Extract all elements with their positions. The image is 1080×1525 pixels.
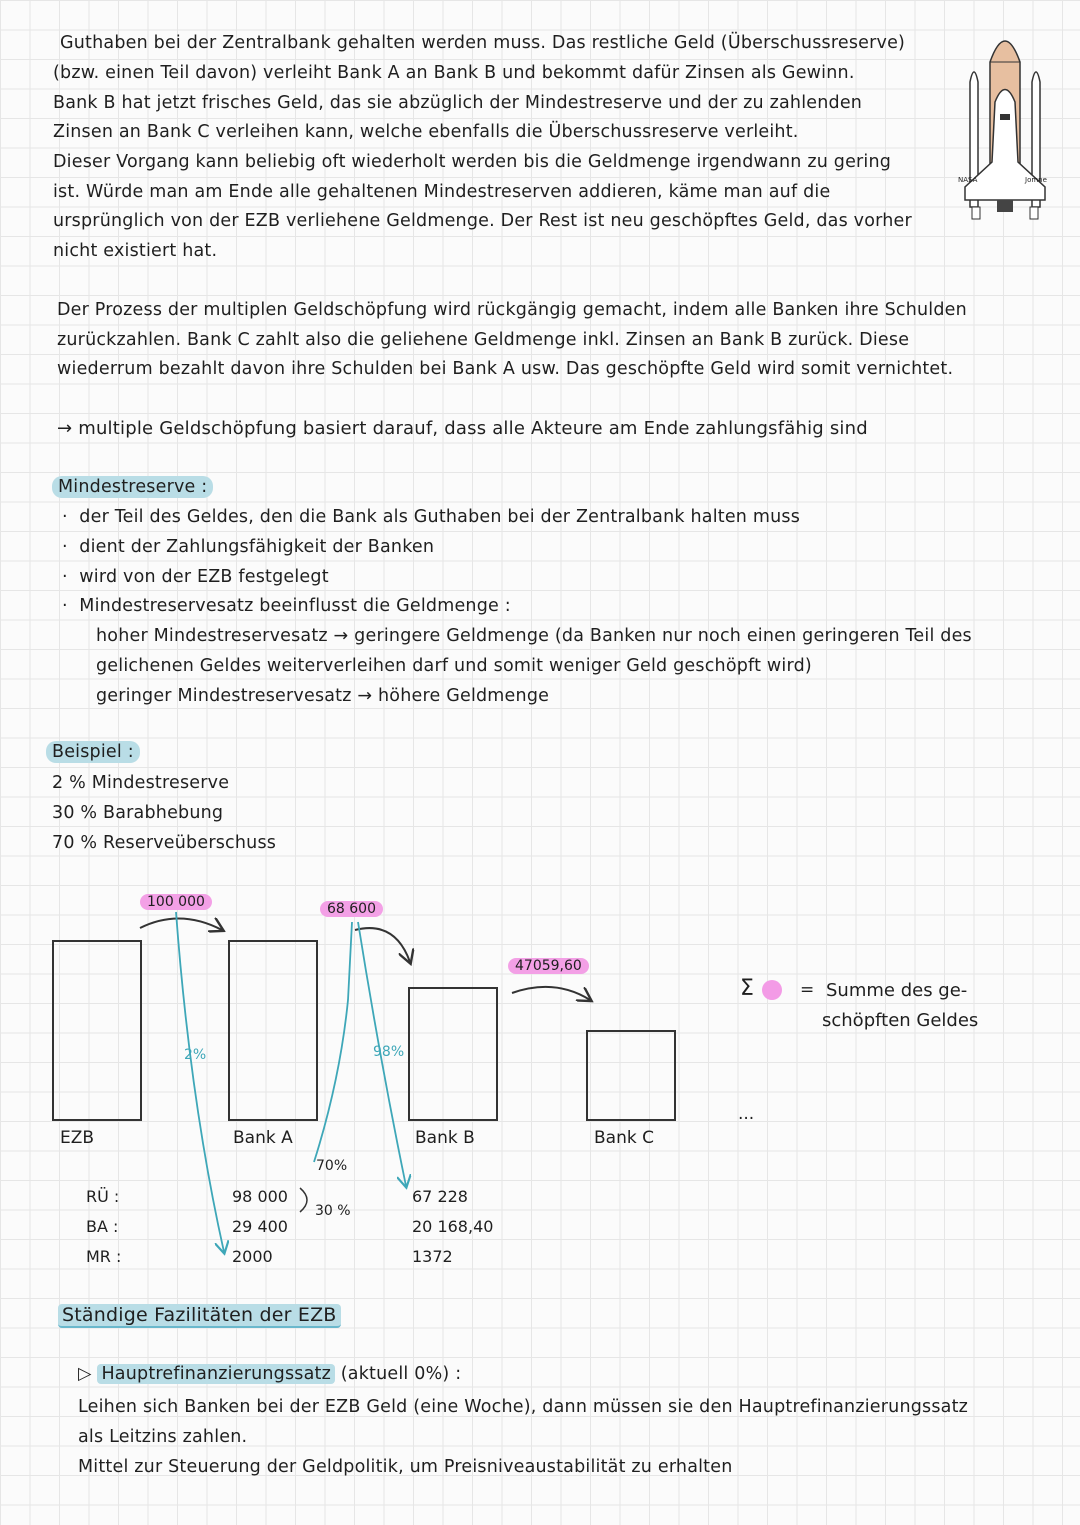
fazilitaeten-item bbox=[78, 1363, 461, 1385]
bank-b-mr: 1372 bbox=[412, 1247, 453, 1266]
badge-68600: 68 600 bbox=[320, 901, 383, 917]
bank-a-ba: 29 400 bbox=[232, 1217, 288, 1236]
para1-line-8: nicht existiert hat. bbox=[53, 241, 218, 261]
pct-70: 70% bbox=[316, 1158, 348, 1174]
pct-98: 98% bbox=[373, 1044, 405, 1060]
mr-bullet-4-text: Mindestreservesatz beeinflusst die Geldmenge : bbox=[79, 596, 511, 616]
mr-bullet-2-text: dient der Zahlungsfähigkeit der Banken bbox=[79, 537, 435, 557]
mr-sub-1: hoher Mindestreservesatz → geringere Geldmenge (da Banken nur noch einen geringeren Teil des bbox=[96, 626, 972, 646]
fazilitaeten-line-3: Mittel zur Steuerung der Geldpolitik, um Preisniveaustabilität zu erhalten bbox=[78, 1457, 733, 1477]
para1-line-7: ursprünglich von der EZB verliehene Geldmenge. Der Rest ist neu geschöpftes Geld, das vorher bbox=[53, 211, 912, 231]
mr-bullet-2: · dient der Zahlungsfähigkeit der Banken bbox=[62, 537, 435, 557]
beispiel-heading: Beispiel : bbox=[46, 741, 140, 763]
bank-a-ru: 98 000 bbox=[232, 1187, 288, 1206]
para2-line-3: wiederrum bezahlt davon ihre Schulden bei Bank A usw. Das geschöpfte Geld wird somit vernichtet. bbox=[57, 359, 954, 379]
badge-100000: 100 000 bbox=[140, 894, 212, 910]
beispiel-line-1: 2 % Mindestreserve bbox=[52, 773, 230, 793]
ellipsis: ... bbox=[738, 1104, 755, 1124]
mr-bullet-1: · der Teil des Geldes, den die Bank als Guthaben bei der Zentralbank halten muss bbox=[62, 507, 801, 527]
mr-bullet-4: · Mindestreservesatz beeinflusst die Geldmenge : bbox=[62, 596, 511, 616]
sigma-symbol: Σ bbox=[740, 976, 754, 1001]
triangle-bullet-icon: ▷ bbox=[78, 1364, 92, 1384]
ezb-label: EZB bbox=[60, 1128, 95, 1148]
para1-line-4: Zinsen an Bank C verleihen kann, welche ebenfalls die Überschussreserve verleiht. bbox=[53, 122, 799, 142]
bank-b-ba: 20 168,40 bbox=[412, 1217, 494, 1236]
pct-30: 30 % bbox=[315, 1203, 351, 1219]
mr-sub-3: geringer Mindestreservesatz → höhere Geldmenge bbox=[96, 686, 550, 706]
bank-a-label: Bank A bbox=[233, 1128, 293, 1148]
bank-a-mr: 2000 bbox=[232, 1247, 273, 1266]
mr-bullet-1-text: der Teil des Geldes, den die Bank als Guthaben bei der Zentralbank halten muss bbox=[79, 507, 801, 527]
fazilitaeten-heading: Ständige Fazilitäten der EZB bbox=[58, 1304, 341, 1328]
mr-bullet-3: · wird von der EZB festgelegt bbox=[62, 567, 329, 587]
para1-line-3: Bank B hat jetzt frisches Geld, das sie abzüglich der Mindestreserve und der zu zahlenden bbox=[53, 93, 863, 113]
bank-b-ru: 67 228 bbox=[412, 1187, 468, 1206]
para1-line-6: ist. Würde man am Ende alle gehaltenen Mindestreserven addieren, käme man auf die bbox=[53, 182, 831, 202]
hauptrefinanzierungssatz-rest: (aktuell 0%) : bbox=[340, 1364, 462, 1384]
row-label-ru: RÜ : bbox=[86, 1187, 120, 1206]
badge-47059: 47059,60 bbox=[508, 958, 589, 974]
fazilitaeten-line-2: als Leitzins zahlen. bbox=[78, 1427, 248, 1447]
fazilitaeten-heading-wrap bbox=[58, 1304, 341, 1326]
beispiel-line-2: 30 % Barabhebung bbox=[52, 803, 224, 823]
pct-2: 2% bbox=[184, 1047, 207, 1063]
mr-sub-2: gelichenen Geldes weiterverleihen darf und somit weniger Geld geschöpft wird) bbox=[96, 656, 812, 676]
sigma-equals: = bbox=[800, 980, 815, 1000]
bank-c-label: Bank C bbox=[594, 1128, 654, 1148]
para2-line-2: zurückzahlen. Bank C zahlt also die geliehene Geldmenge inkl. Zinsen an Bank B zurück. Diese bbox=[57, 330, 910, 350]
para2-line-1: Der Prozess der multiplen Geldschöpfung wird rückgängig gemacht, indem alle Banken ihre Schulden bbox=[57, 300, 967, 320]
row-label-mr: MR : bbox=[86, 1247, 122, 1266]
sigma-pink-dot bbox=[762, 980, 782, 1000]
row-label-ba: BA : bbox=[86, 1217, 119, 1236]
para1-line-1: Guthaben bei der Zentralbank gehalten werden muss. Das restliche Geld (Überschussreserve) bbox=[60, 33, 906, 53]
shuttle-label-left: NASA bbox=[958, 176, 978, 184]
bank-b-label: Bank B bbox=[415, 1128, 475, 1148]
para1-line-5: Dieser Vorgang kann beliebig oft wiederholt werden bis die Geldmenge irgendwann zu gering bbox=[53, 152, 892, 172]
sum-text-2: schöpften Geldes bbox=[822, 1010, 979, 1031]
para1-line-2: (bzw. einen Teil davon) verleiht Bank A an Bank B und bekommt dafür Zinsen als Gewinn. bbox=[53, 63, 855, 83]
shuttle-label-right: Jomne bbox=[1025, 176, 1047, 184]
fazilitaeten-line-1: Leihen sich Banken bei der EZB Geld (eine Woche), dann müssen sie den Hauptrefinanzierungssatz bbox=[78, 1397, 969, 1417]
hauptrefinanzierungssatz-title: Hauptrefinanzierungssatz bbox=[97, 1364, 335, 1384]
sum-text-1: Summe des ge- bbox=[826, 980, 968, 1001]
conclusion-line: → multiple Geldschöpfung basiert darauf, dass alle Akteure am Ende zahlungsfähig sind bbox=[57, 418, 868, 439]
mindestreserve-heading: Mindestreserve : bbox=[52, 476, 213, 498]
beispiel-line-3: 70 % Reserveüberschuss bbox=[52, 833, 277, 853]
mr-bullet-3-text: wird von der EZB festgelegt bbox=[79, 567, 329, 587]
